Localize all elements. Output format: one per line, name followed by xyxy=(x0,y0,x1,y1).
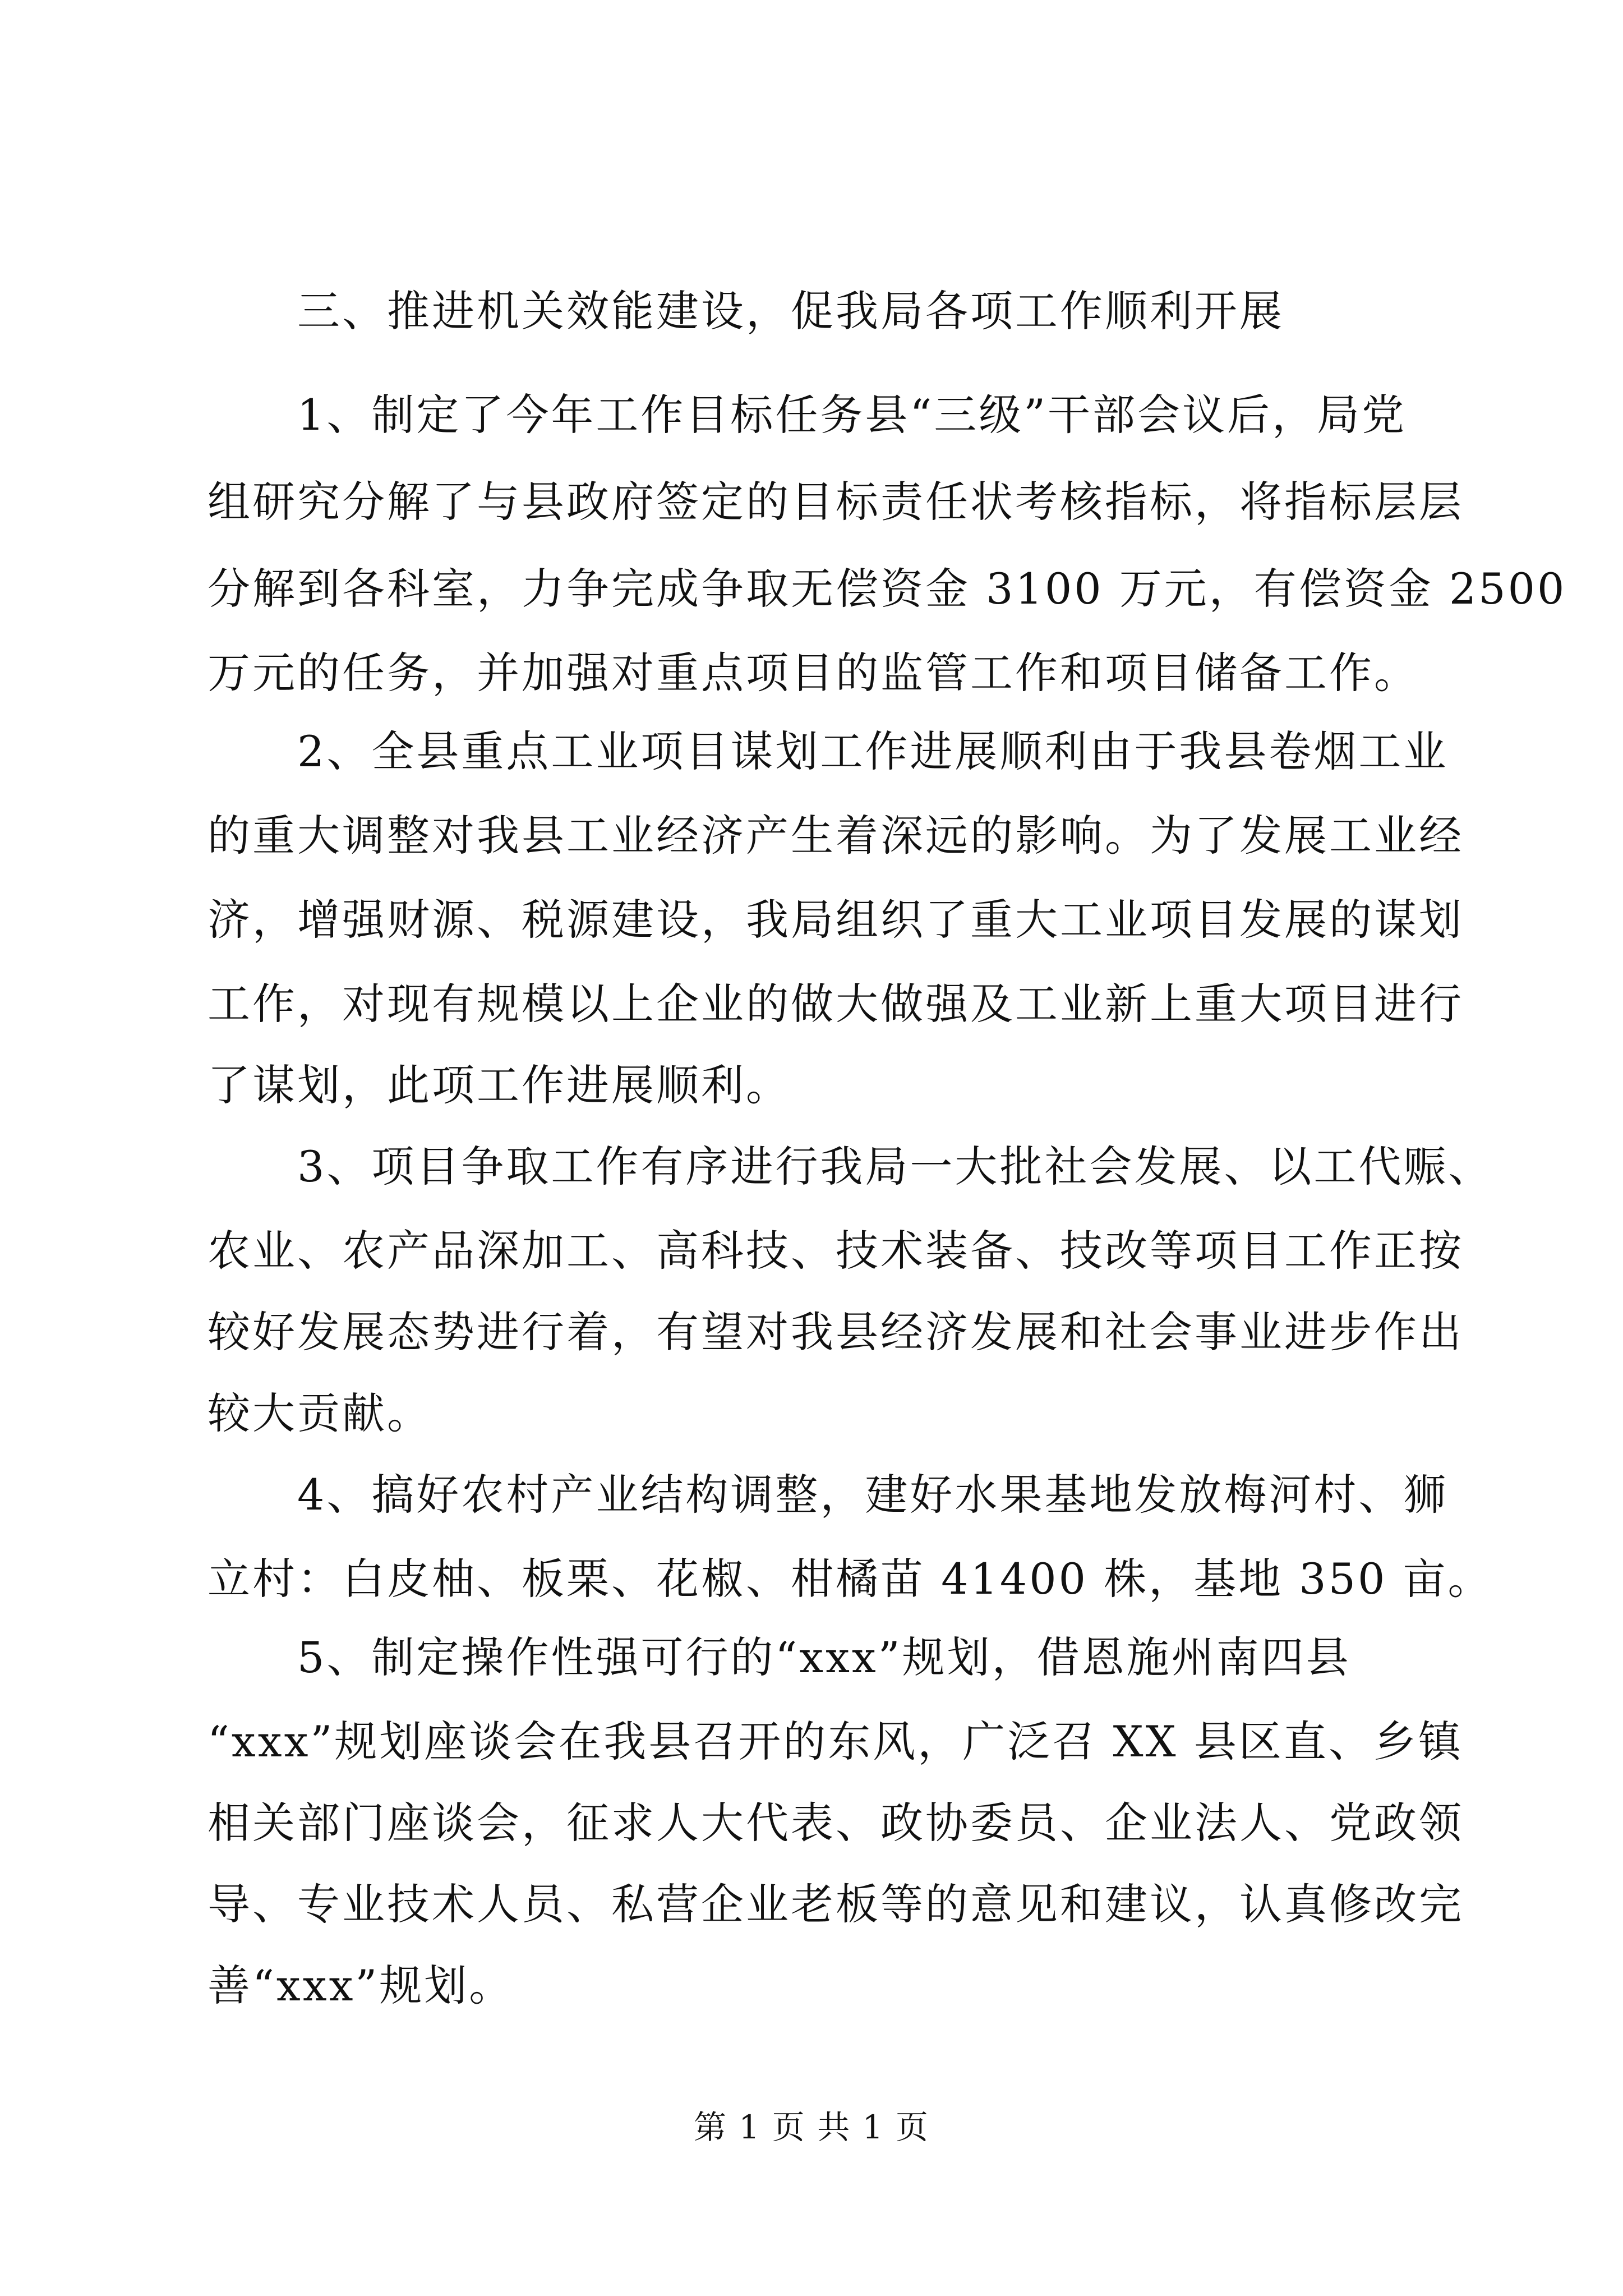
paragraph-5-line-3: 相关部门座谈会，征求人大代表、政协委员、企业法人、党政领 xyxy=(208,1798,1464,1848)
paragraph-2-line-4: 工作，对现有规模以上企业的做大做强及工业新上重大项目进行 xyxy=(208,979,1464,1029)
section-heading: 三、推进机关效能建设，促我局各项工作顺利开展 xyxy=(297,286,1284,336)
paragraph-5-line-2: “xxx”规划座谈会在我县召开的东风，广泛召 XX 县区直、乡镇 xyxy=(208,1717,1463,1766)
paragraph-4-line-2: 立村：白皮柚、板栗、花椒、柑橘苗 41400 株，基地 350 亩。 xyxy=(208,1554,1493,1604)
paragraph-2-line-1: 2、全县重点工业项目谋划工作进展顺利由于我县卷烟工业 xyxy=(297,726,1449,776)
paragraph-5-line-1: 5、制定操作性强可行的“xxx”规划，借恩施州南四县 xyxy=(297,1632,1351,1682)
paragraph-1-line-2: 组研究分解了与县政府签定的目标责任状考核指标，将指标层层 xyxy=(208,477,1464,527)
paragraph-4-line-1: 4、搞好农村产业结构调整，建好水果基地发放梅河村、狮 xyxy=(297,1470,1449,1520)
paragraph-2-line-5: 了谋划，此项工作进展顺利。 xyxy=(208,1060,791,1110)
paragraph-1-line-1: 1、制定了今年工作目标任务县“三级”干部会议后，局党 xyxy=(297,390,1407,440)
paragraph-5-line-5: 善“xxx”规划。 xyxy=(208,1961,514,2010)
paragraph-2-line-2: 的重大调整对我县工业经济产生着深远的影响。为了发展工业经 xyxy=(208,811,1464,861)
page-footer: 第 1 页 共 1 页 xyxy=(694,2108,929,2146)
paragraph-3-line-4: 较大贡献。 xyxy=(208,1388,432,1438)
paragraph-1-line-3: 分解到各科室，力争完成争取无偿资金 3100 万元，有偿资金 2500 xyxy=(208,564,1567,614)
paragraph-5-line-4: 导、专业技术人员、私营企业老板等的意见和建议，认真修改完 xyxy=(208,1879,1464,1929)
paragraph-3-line-2: 农业、农产品深加工、高科技、技术装备、技改等项目工作正按 xyxy=(208,1226,1464,1276)
paragraph-2-line-3: 济，增强财源、税源建设，我局组织了重大工业项目发展的谋划 xyxy=(208,895,1464,945)
paragraph-3-line-1: 3、项目争取工作有序进行我局一大批社会发展、以工代赈、 xyxy=(297,1142,1493,1191)
paragraph-3-line-3: 较好发展态势进行着，有望对我县经济发展和社会事业进步作出 xyxy=(208,1307,1464,1357)
paragraph-1-line-4: 万元的任务，并加强对重点项目的监管工作和项目储备工作。 xyxy=(208,648,1419,698)
